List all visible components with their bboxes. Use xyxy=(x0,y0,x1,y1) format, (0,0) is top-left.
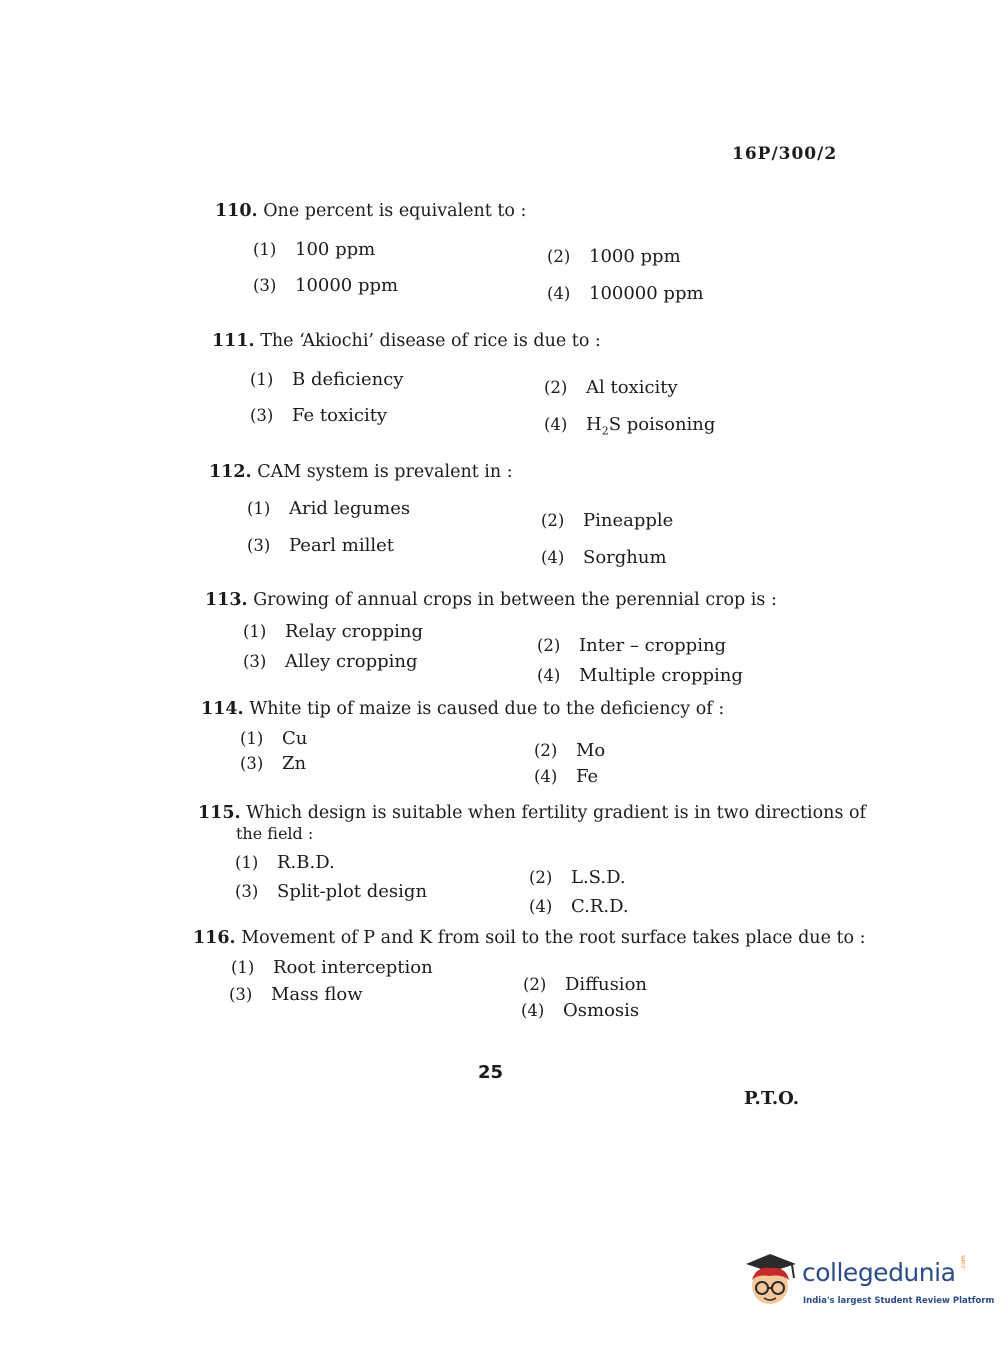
logo-name: collegedunia xyxy=(802,1258,956,1287)
option-113-1: (1) Relay cropping xyxy=(243,621,424,642)
option-116-4: (4) Osmosis xyxy=(521,1000,640,1021)
question-113 xyxy=(205,590,777,610)
question-text: The ‘Akiochi’ disease of rice is due to : xyxy=(260,331,601,351)
question-number: 115. xyxy=(198,803,241,823)
option-112-3: (3) Pearl millet xyxy=(247,535,394,556)
option-113-3: (3) Alley cropping xyxy=(243,651,418,672)
paper-code: 16P/300/2 xyxy=(732,144,838,164)
option-114-4: (4) Fe xyxy=(534,766,599,787)
question-text: White tip of maize is caused due to the deficiency of : xyxy=(249,699,725,719)
question-number: 112. xyxy=(209,462,252,482)
question-number: 110. xyxy=(215,201,258,221)
option-112-4: (4) Sorghum xyxy=(541,547,667,568)
option-112-1: (1) Arid legumes xyxy=(247,498,411,519)
option-110-4: (4) 100000 ppm xyxy=(547,283,704,304)
mascot-icon xyxy=(742,1250,802,1316)
question-text: CAM system is prevalent in : xyxy=(257,462,513,482)
question-114 xyxy=(201,699,724,719)
option-111-4: (4) $H_2S$ poisoning xyxy=(544,414,716,438)
option-116-1: (1) Root interception xyxy=(231,957,433,978)
option-113-4: (4) Multiple cropping xyxy=(537,665,743,686)
option-110-1: (1) 100 ppm xyxy=(253,239,376,260)
option-114-2: (2) Mo xyxy=(534,740,606,761)
question-115 xyxy=(198,803,866,823)
option-110-2: (2) 1000 ppm xyxy=(547,246,681,267)
logo-tagline: India's largest Student Review Platform xyxy=(803,1296,995,1306)
collegedunia-logo[interactable] xyxy=(742,1250,995,1320)
question-110 xyxy=(215,201,526,221)
question-number: 113. xyxy=(205,590,248,610)
option-115-2: (2) L.S.D. xyxy=(529,867,626,888)
question-115-continued: the field : xyxy=(236,824,314,843)
question-112 xyxy=(209,462,513,482)
question-text: One percent is equivalent to : xyxy=(263,201,527,221)
option-116-2: (2) Diffusion xyxy=(523,974,647,995)
question-number: 116. xyxy=(193,928,236,948)
question-text: Movement of P and K from soil to the root surface takes place due to : xyxy=(241,928,866,948)
option-115-3: (3) Split-plot design xyxy=(235,881,428,902)
question-111 xyxy=(212,331,601,351)
option-112-2: (2) Pineapple xyxy=(541,510,674,531)
question-text: Growing of annual crops in between the perennial crop is : xyxy=(253,590,777,610)
question-number: 111. xyxy=(212,331,255,351)
option-114-1: (1) Cu xyxy=(240,728,308,749)
question-text: Which design is suitable when fertility gradient is in two directions of xyxy=(246,803,867,823)
question-116 xyxy=(193,928,866,948)
option-115-4: (4) C.R.D. xyxy=(529,896,629,917)
pto-label: P.T.O. xyxy=(744,1088,800,1109)
logo-dotcom: .com xyxy=(960,1255,967,1270)
option-114-3: (3) Zn xyxy=(240,753,307,774)
option-111-1: (1) B deficiency xyxy=(250,369,404,390)
option-111-3: (3) Fe toxicity xyxy=(250,405,388,426)
option-111-2: (2) Al toxicity xyxy=(544,377,678,398)
option-115-1: (1) R.B.D. xyxy=(235,852,335,873)
option-113-2: (2) Inter – cropping xyxy=(537,635,727,656)
question-number: 114. xyxy=(201,699,244,719)
option-110-3: (3) 10000 ppm xyxy=(253,275,399,296)
option-116-3: (3) Mass flow xyxy=(229,984,363,1005)
page-number: 25 xyxy=(478,1062,504,1083)
